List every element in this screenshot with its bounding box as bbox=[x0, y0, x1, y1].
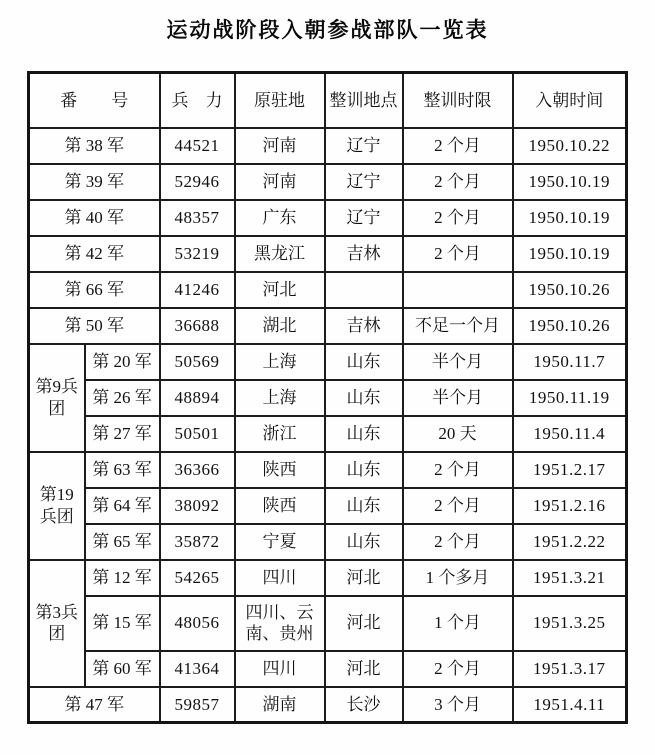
group-label-cell: 第9兵团 bbox=[29, 344, 85, 452]
cell-origin: 宁夏 bbox=[235, 524, 325, 560]
cell-training-site: 长沙 bbox=[325, 687, 403, 723]
cell-origin: 河南 bbox=[235, 128, 325, 164]
cell-entry-time: 1950.10.26 bbox=[513, 308, 627, 344]
cell-training-period: 2 个月 bbox=[403, 200, 513, 236]
cell-entry-time: 1951.2.22 bbox=[513, 524, 627, 560]
table-row bbox=[29, 524, 627, 560]
cell-origin: 陕西 bbox=[235, 488, 325, 524]
cell-unit: 第 42 军 bbox=[29, 236, 160, 272]
table-row bbox=[29, 596, 627, 651]
cell-entry-time: 1950.11.4 bbox=[513, 416, 627, 452]
cell-strength: 38092 bbox=[160, 488, 235, 524]
cell-unit: 第 60 军 bbox=[85, 651, 160, 687]
cell-entry-time: 1950.10.26 bbox=[513, 272, 627, 308]
cell-training-site: 河北 bbox=[325, 651, 403, 687]
cell-training-period: 2 个月 bbox=[403, 488, 513, 524]
cell-origin: 陕西 bbox=[235, 452, 325, 488]
cell-training-period: 不足一个月 bbox=[403, 308, 513, 344]
cell-unit: 第 38 军 bbox=[29, 128, 160, 164]
cell-training-site: 山东 bbox=[325, 380, 403, 416]
cell-training-site: 辽宁 bbox=[325, 164, 403, 200]
cell-unit: 第 39 军 bbox=[29, 164, 160, 200]
header-training-site: 整训地点 bbox=[325, 73, 403, 128]
cell-unit: 第 26 军 bbox=[85, 380, 160, 416]
header-origin: 原驻地 bbox=[235, 73, 325, 128]
cell-entry-time: 1950.10.19 bbox=[513, 236, 627, 272]
cell-training-period: 2 个月 bbox=[403, 236, 513, 272]
header-entry-time: 入朝时间 bbox=[513, 73, 627, 128]
cell-training-period: 1 个月 bbox=[403, 596, 513, 651]
table-row bbox=[29, 416, 627, 452]
cell-strength: 41364 bbox=[160, 651, 235, 687]
table-row bbox=[29, 128, 627, 164]
table-row bbox=[29, 308, 627, 344]
cell-unit: 第 40 军 bbox=[29, 200, 160, 236]
cell-unit: 第 66 军 bbox=[29, 272, 160, 308]
table-row bbox=[29, 560, 627, 596]
cell-strength: 35872 bbox=[160, 524, 235, 560]
cell-unit: 第 20 军 bbox=[85, 344, 160, 380]
cell-origin: 上海 bbox=[235, 344, 325, 380]
cell-strength: 50569 bbox=[160, 344, 235, 380]
cell-training-period: 半个月 bbox=[403, 344, 513, 380]
header-training-period: 整训时限 bbox=[403, 73, 513, 128]
cell-strength: 48894 bbox=[160, 380, 235, 416]
cell-strength: 48357 bbox=[160, 200, 235, 236]
cell-training-period: 1 个多月 bbox=[403, 560, 513, 596]
cell-training-site: 辽宁 bbox=[325, 128, 403, 164]
cell-strength: 48056 bbox=[160, 596, 235, 651]
cell-training-period: 2 个月 bbox=[403, 651, 513, 687]
cell-origin: 四川 bbox=[235, 651, 325, 687]
cell-training-site bbox=[325, 272, 403, 308]
cell-strength: 59857 bbox=[160, 687, 235, 723]
cell-training-site: 河北 bbox=[325, 596, 403, 651]
cell-unit: 第 15 军 bbox=[85, 596, 160, 651]
group-label-cell: 第3兵团 bbox=[29, 560, 85, 687]
cell-training-period: 2 个月 bbox=[403, 128, 513, 164]
cell-training-site: 山东 bbox=[325, 416, 403, 452]
cell-entry-time: 1950.10.19 bbox=[513, 200, 627, 236]
cell-origin: 湖北 bbox=[235, 308, 325, 344]
group-label-cell: 第19兵团 bbox=[29, 452, 85, 560]
cell-entry-time: 1951.2.16 bbox=[513, 488, 627, 524]
cell-origin: 湖南 bbox=[235, 687, 325, 723]
cell-strength: 44521 bbox=[160, 128, 235, 164]
cell-training-site: 山东 bbox=[325, 344, 403, 380]
cell-training-period: 半个月 bbox=[403, 380, 513, 416]
table-row bbox=[29, 651, 627, 687]
cell-unit: 第 65 军 bbox=[85, 524, 160, 560]
cell-strength: 36366 bbox=[160, 452, 235, 488]
table-row bbox=[29, 380, 627, 416]
cell-entry-time: 1950.10.22 bbox=[513, 128, 627, 164]
cell-origin: 河南 bbox=[235, 164, 325, 200]
page-title: 运动战阶段入朝参战部队一览表 bbox=[166, 19, 489, 42]
cell-training-site: 河北 bbox=[325, 560, 403, 596]
cell-training-site: 山东 bbox=[325, 452, 403, 488]
cell-origin: 浙江 bbox=[235, 416, 325, 452]
cell-entry-time: 1950.11.19 bbox=[513, 380, 627, 416]
cell-origin: 河北 bbox=[235, 272, 325, 308]
table-row bbox=[29, 200, 627, 236]
cell-origin: 黑龙江 bbox=[235, 236, 325, 272]
cell-origin: 四川 bbox=[235, 560, 325, 596]
cell-training-site: 辽宁 bbox=[325, 200, 403, 236]
cell-entry-time: 1951.3.17 bbox=[513, 651, 627, 687]
header-row bbox=[29, 73, 627, 128]
table-row bbox=[29, 687, 627, 723]
table-row bbox=[29, 272, 627, 308]
cell-training-site: 山东 bbox=[325, 488, 403, 524]
cell-training-period: 2 个月 bbox=[403, 524, 513, 560]
cell-origin: 上海 bbox=[235, 380, 325, 416]
cell-entry-time: 1951.3.21 bbox=[513, 560, 627, 596]
cell-training-site: 吉林 bbox=[325, 236, 403, 272]
table-row bbox=[29, 236, 627, 272]
cell-strength: 52946 bbox=[160, 164, 235, 200]
cell-unit: 第 64 军 bbox=[85, 488, 160, 524]
cell-strength: 50501 bbox=[160, 416, 235, 452]
cell-unit: 第 50 军 bbox=[29, 308, 160, 344]
cell-unit: 第 47 军 bbox=[29, 687, 160, 723]
cell-training-period: 3 个月 bbox=[403, 687, 513, 723]
table-row bbox=[29, 344, 627, 380]
cell-training-period: 20 天 bbox=[403, 416, 513, 452]
header-strength: 兵 力 bbox=[160, 73, 235, 128]
cell-unit: 第 12 军 bbox=[85, 560, 160, 596]
cell-unit: 第 63 军 bbox=[85, 452, 160, 488]
cell-entry-time: 1951.4.11 bbox=[513, 687, 627, 723]
cell-training-site: 山东 bbox=[325, 524, 403, 560]
troops-roster-table bbox=[27, 71, 628, 724]
cell-training-period bbox=[403, 272, 513, 308]
cell-origin: 广东 bbox=[235, 200, 325, 236]
cell-training-period: 2 个月 bbox=[403, 452, 513, 488]
cell-strength: 54265 bbox=[160, 560, 235, 596]
table-row bbox=[29, 164, 627, 200]
cell-strength: 41246 bbox=[160, 272, 235, 308]
cell-unit: 第 27 军 bbox=[85, 416, 160, 452]
cell-origin: 四川、云南、贵州 bbox=[235, 596, 325, 651]
cell-entry-time: 1950.11.7 bbox=[513, 344, 627, 380]
cell-entry-time: 1951.3.25 bbox=[513, 596, 627, 651]
table-row bbox=[29, 452, 627, 488]
cell-strength: 36688 bbox=[160, 308, 235, 344]
cell-training-period: 2 个月 bbox=[403, 164, 513, 200]
cell-entry-time: 1950.10.19 bbox=[513, 164, 627, 200]
table-row bbox=[29, 488, 627, 524]
cell-strength: 53219 bbox=[160, 236, 235, 272]
cell-training-site: 吉林 bbox=[325, 308, 403, 344]
header-designation: 番 号 bbox=[29, 73, 160, 128]
cell-entry-time: 1951.2.17 bbox=[513, 452, 627, 488]
